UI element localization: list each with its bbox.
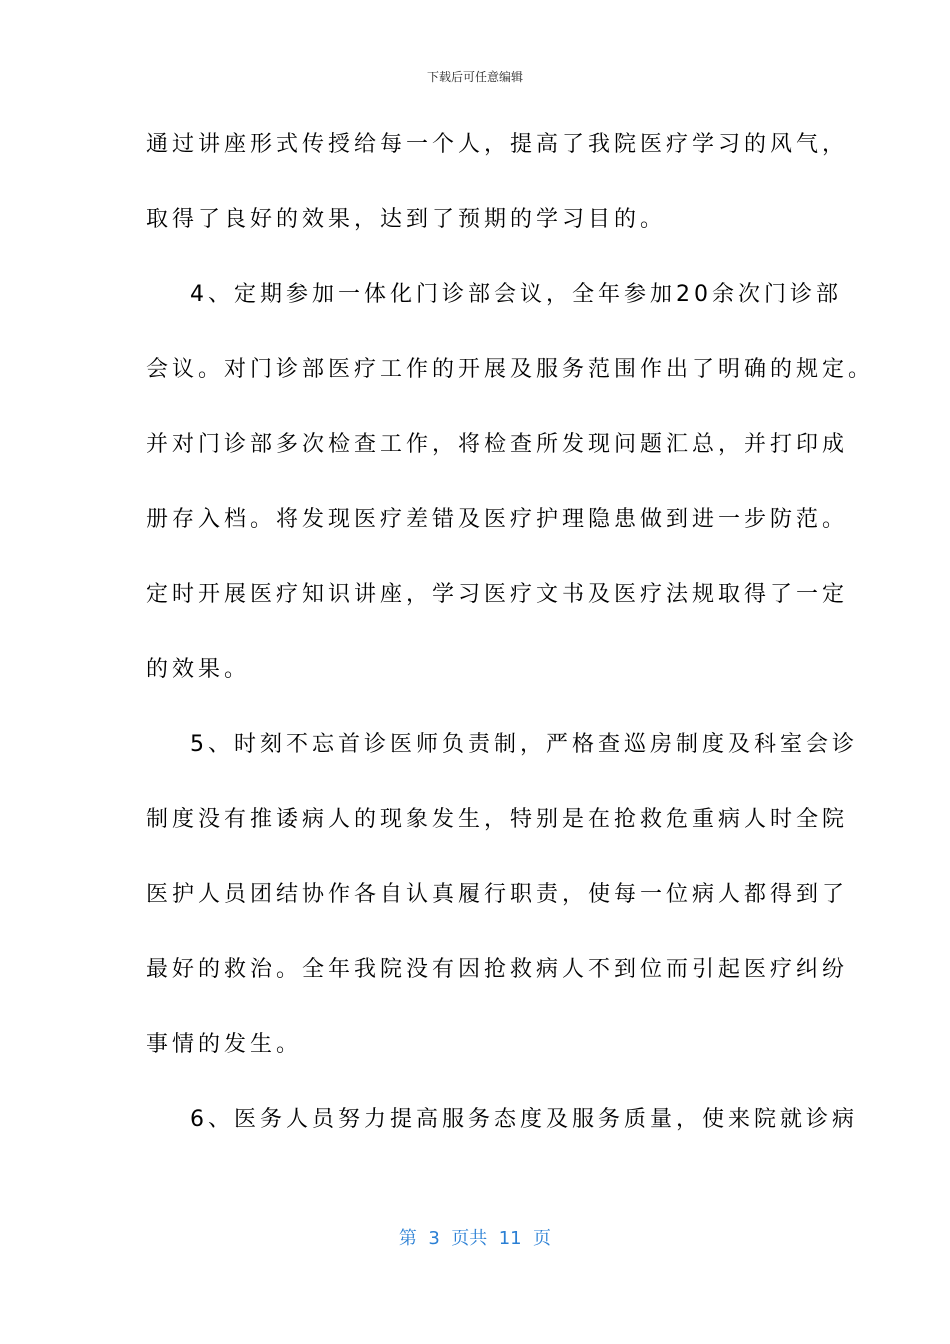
document-body	[146, 120, 875, 1170]
body-line: 事情的发生。	[146, 1032, 303, 1057]
body-line: 的效果。	[146, 657, 251, 682]
body-line: 并对门诊部多次检查工作，将检查所发现问题汇总，并打印成	[146, 432, 849, 457]
body-line: 会议。对门诊部医疗工作的开展及服务范围作出了明确的规定。	[146, 357, 875, 382]
body-line: 最好的救治。全年我院没有因抢救病人不到位而引起医疗纠纷	[146, 957, 849, 982]
body-line: 取得了良好的效果，达到了预期的学习目的。	[146, 207, 667, 232]
body-line: 定时开展医疗知识讲座，学习医疗文书及医疗法规取得了一定	[146, 582, 849, 607]
body-line: 4、定期参加一体化门诊部会议，全年参加20余次门诊部	[146, 282, 842, 307]
body-line: 6、医务人员努力提高服务态度及服务质量，使来院就诊病	[146, 1107, 858, 1132]
page-header: 下载后可任意编辑	[426, 70, 523, 84]
page-number-footer: 第 3 页共 11 页	[398, 1228, 552, 1249]
body-line: 医护人员团结协作各自认真履行职责，使每一位病人都得到了	[146, 882, 849, 907]
body-line: 册存入档。将发现医疗差错及医疗护理隐患做到进一步防范。	[146, 507, 849, 532]
body-line: 5、时刻不忘首诊医师负责制，严格查巡房制度及科室会诊	[146, 732, 858, 757]
body-line: 制度没有推诿病人的现象发生，特别是在抢救危重病人时全院	[146, 807, 849, 832]
body-line: 通过讲座形式传授给每一个人，提高了我院医疗学习的风气，	[146, 132, 849, 157]
